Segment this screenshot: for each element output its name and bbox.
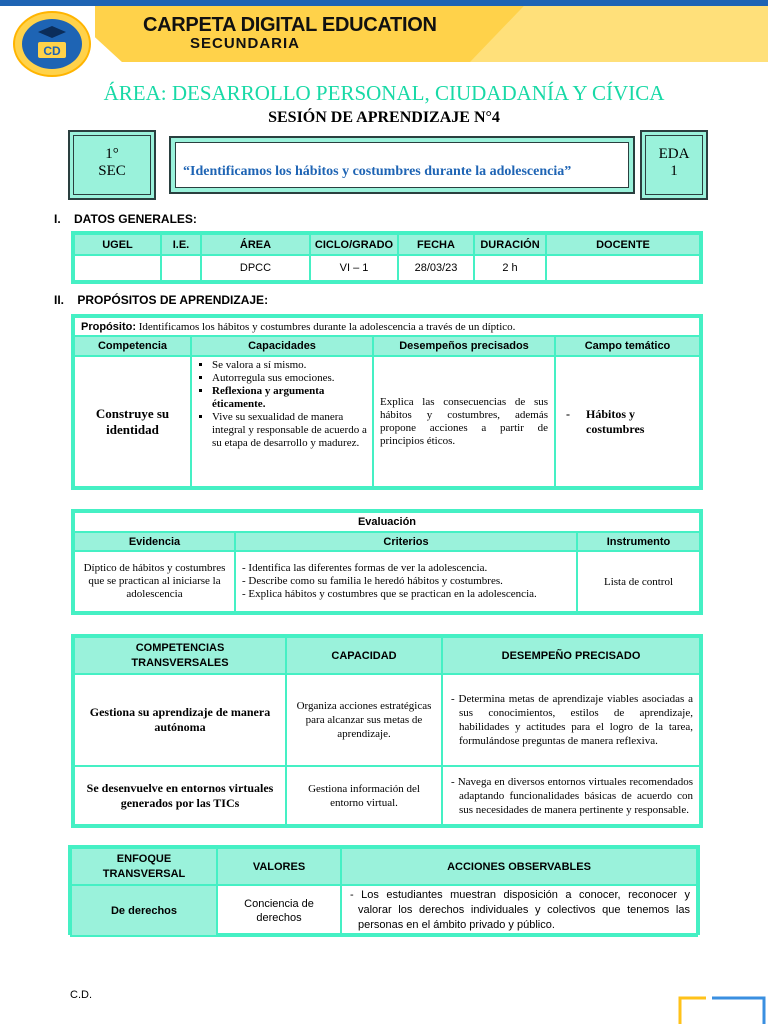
capacidad-item: ▪ Se valora a sí mismo. bbox=[212, 359, 368, 372]
desempeno-cell: Explica las consecuencias de sus hábitos y costumbres, además propone acciones a partir de principios éticos. bbox=[373, 356, 555, 487]
datos-generales-table bbox=[71, 231, 703, 284]
col-acciones-observables: ACCIONES OBSERVABLES bbox=[341, 848, 697, 885]
capacidad-item: ▪ Vive su sexualidad de manera integral y responsable de acuerdo a su etapa de desarrollo y madurez. bbox=[212, 411, 368, 450]
transversal-capacidad: Organiza acciones estratégicas para alcanzar sus metas de aprendizaje. bbox=[286, 674, 442, 766]
section-heading-propositos bbox=[54, 293, 268, 307]
col-area: ÁREA bbox=[201, 234, 310, 255]
section-number: I. bbox=[54, 212, 61, 226]
competencia-cell: Construye su identidad bbox=[74, 356, 191, 487]
brand-title: CARPETA DIGITAL EDUCATION bbox=[143, 14, 437, 36]
header-blue-stripe bbox=[0, 0, 768, 6]
enfoque-table bbox=[68, 845, 700, 935]
session-name-box bbox=[169, 136, 635, 194]
grade-box bbox=[68, 130, 156, 200]
col-campo-tematico: Campo temático bbox=[555, 336, 700, 356]
col-ugel: UGEL bbox=[74, 234, 161, 255]
desempeno-item: - Navega en diversos entornos virtuales recomendados adaptando funcionalidades básicas de acuerdo con sus necesidades de manera pertinente y responsable. bbox=[449, 775, 693, 817]
header-band bbox=[0, 0, 768, 70]
accion-item: - Los estudiantes muestran disposición a conocer, reconocer y valorar los derechos individuales y colectivos que tenemos las personas en el ámbito privado y público. bbox=[348, 888, 690, 933]
eda-box bbox=[640, 130, 708, 200]
area-title: ÁREA: DESARROLLO PERSONAL, CIUDADANÍA Y CÍVICA bbox=[103, 81, 665, 105]
transversal-competencia: Se desenvuelve en entornos virtuales generados por las TICs bbox=[74, 766, 286, 825]
session-number-title: SESIÓN DE APRENDIZAJE N°4 bbox=[268, 109, 500, 126]
proposito-row bbox=[74, 317, 700, 336]
col-ciclo: CICLO/GRADO bbox=[310, 234, 398, 255]
col-enfoque-transversal: ENFOQUE TRANSVERSAL bbox=[71, 848, 217, 885]
value-ie bbox=[161, 255, 201, 281]
logo-text: CD bbox=[43, 44, 61, 58]
grade-level: SEC bbox=[98, 163, 126, 179]
transversal-capacidad: Gestiona información del entorno virtual. bbox=[286, 766, 442, 825]
section-title: DATOS GENERALES: bbox=[74, 212, 197, 226]
col-instrumento: Instrumento bbox=[577, 532, 700, 551]
brand-subtitle: SECUNDARIA bbox=[190, 35, 301, 52]
col-docente: DOCENTE bbox=[546, 234, 700, 255]
value-ugel bbox=[74, 255, 161, 281]
criterio-item: - Describe como su familia le heredó hábitos y costumbres. bbox=[240, 575, 572, 588]
col-desempeno-precisado: DESEMPEÑO PRECISADO bbox=[442, 637, 700, 674]
section-heading-datos bbox=[54, 212, 197, 226]
col-desempenos: Desempeños precisados bbox=[373, 336, 555, 356]
capacidades-cell bbox=[191, 356, 373, 487]
col-duracion: DURACIÓN bbox=[474, 234, 546, 255]
footer-decoration-icon bbox=[678, 996, 768, 1024]
proposito-text: Identificamos los hábitos y costumbres durante la adolescencia a través de un díptico. bbox=[136, 320, 516, 333]
valor-cell: Conciencia de derechos bbox=[217, 885, 341, 936]
value-area: DPCC bbox=[201, 255, 310, 281]
criterio-item: - Explica hábitos y costumbres que se practican en la adolescencia. bbox=[240, 588, 572, 601]
col-competencias-transversales: COMPETENCIAS TRANSVERSALES bbox=[74, 637, 286, 674]
campo-tematico-text: Hábitos y costumbres bbox=[586, 406, 645, 436]
criterio-item: - Identifica las diferentes formas de ver la adolescencia. bbox=[240, 562, 572, 575]
desempeno-item: - Determina metas de aprendizaje viables asociadas a sus conocimientos, estilos de aprendizaje, habilidades y actitudes para el logro de la tarea, formulándose preguntas de manera reflexiva. bbox=[449, 692, 693, 748]
value-docente bbox=[546, 255, 700, 281]
transversal-competencia: Gestiona su aprendizaje de manera autónoma bbox=[74, 674, 286, 766]
capacidad-item: ▪ Autorregula sus emociones. bbox=[212, 372, 368, 385]
footer-text: C.D. bbox=[70, 989, 92, 1001]
section-number: II. bbox=[54, 293, 65, 307]
accion-cell bbox=[341, 885, 697, 936]
campo-tematico-cell bbox=[555, 356, 700, 487]
value-ciclo: VI – 1 bbox=[310, 255, 398, 281]
transversal-desempeno bbox=[442, 674, 700, 766]
instrumento-cell: Lista de control bbox=[577, 551, 700, 612]
value-duracion: 2 h bbox=[474, 255, 546, 281]
col-valores: VALORES bbox=[217, 848, 341, 885]
propositos-table bbox=[71, 314, 703, 490]
col-criterios: Criterios bbox=[235, 532, 577, 551]
evaluacion-table bbox=[71, 509, 703, 615]
eda-number: 1 bbox=[670, 163, 678, 179]
transversales-table bbox=[71, 634, 703, 828]
section-title: PROPÓSITOS DE APRENDIZAJE: bbox=[77, 293, 269, 307]
criterios-cell bbox=[235, 551, 577, 612]
evaluacion-title: Evaluación bbox=[74, 512, 700, 532]
logo-icon bbox=[8, 6, 96, 78]
col-fecha: FECHA bbox=[398, 234, 474, 255]
proposito-label: Propósito: bbox=[81, 320, 136, 333]
enfoque-cell: De derechos bbox=[71, 885, 217, 936]
grade-number: 1° bbox=[105, 146, 119, 162]
evidencia-cell: Díptico de hábitos y costumbres que se practican al iniciarse la adolescencia bbox=[74, 551, 235, 612]
col-ie: I.E. bbox=[161, 234, 201, 255]
value-fecha: 28/03/23 bbox=[398, 255, 474, 281]
transversal-desempeno bbox=[442, 766, 700, 825]
col-competencia: Competencia bbox=[74, 336, 191, 356]
campo-dash: - bbox=[566, 406, 570, 421]
session-name: “Identificamos los hábitos y costumbres durante la adolescencia” bbox=[183, 164, 572, 179]
col-capacidad: CAPACIDAD bbox=[286, 637, 442, 674]
col-capacidades: Capacidades bbox=[191, 336, 373, 356]
capacidad-item: ▪ Reflexiona y argumenta éticamente. bbox=[212, 385, 368, 411]
col-evidencia: Evidencia bbox=[74, 532, 235, 551]
eda-label: EDA bbox=[658, 146, 690, 162]
